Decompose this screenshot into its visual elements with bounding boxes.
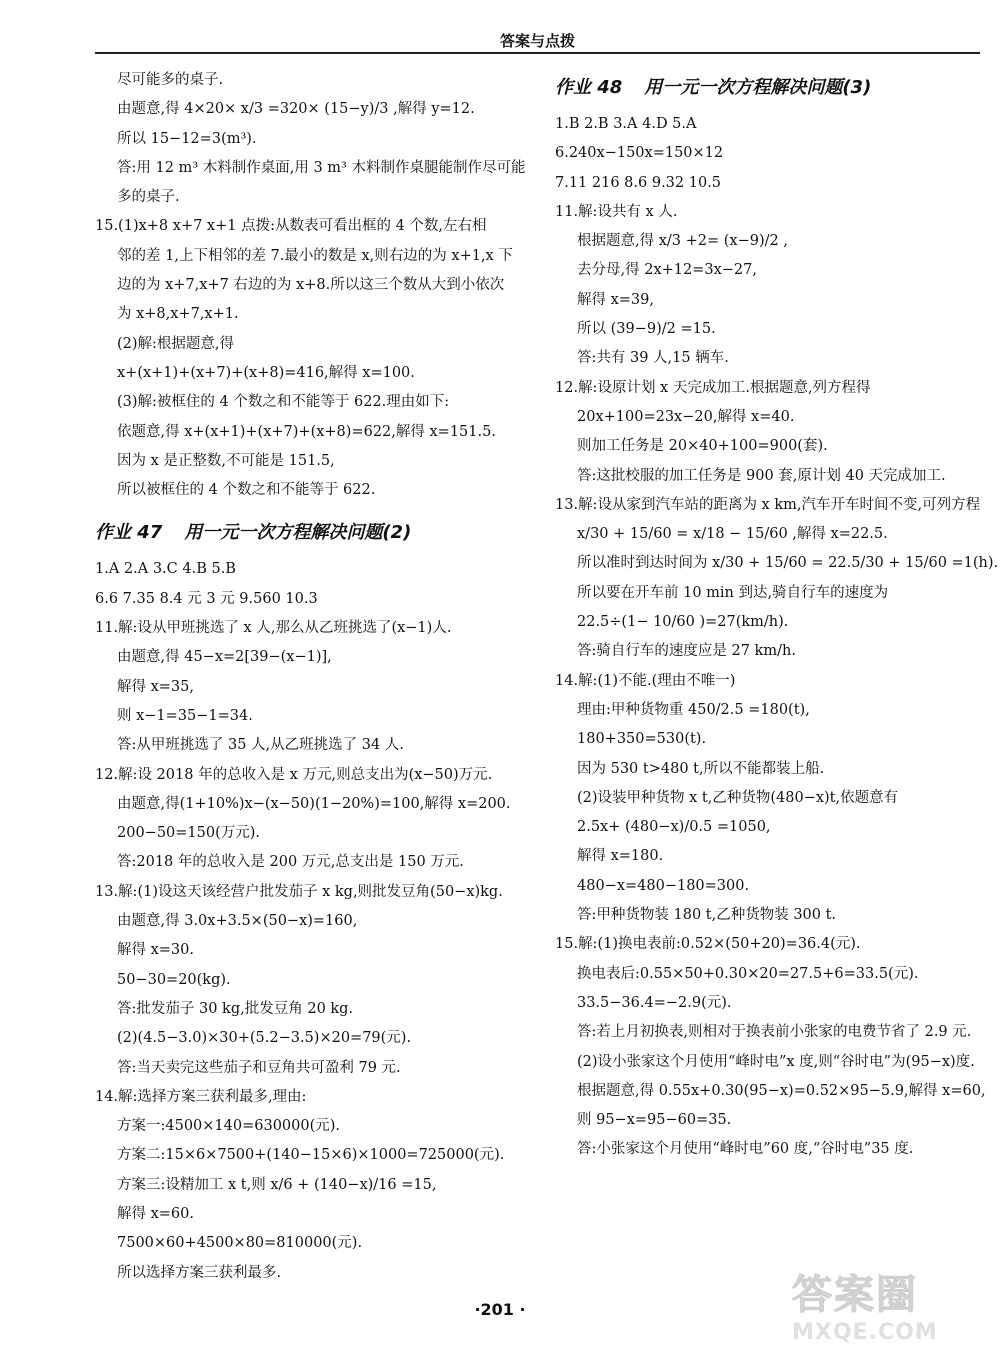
text-line: 答:若上月初换表,则相对于换表前小张家的电费节省了 2.9 元. <box>577 1024 972 1041</box>
section-number: 作业 47 <box>95 522 163 544</box>
watermark-logo-text: 答案圈 <box>792 1272 918 1318</box>
text-line: 200−50=150(万元). <box>117 825 261 842</box>
text-line: 答:骑自行车的速度应是 27 km/h. <box>577 643 796 660</box>
text-line: 依题意,得 x+(x+1)+(x+7)+(x+8)=622,解得 x=151.5. <box>117 423 496 440</box>
text-line: 50−30=20(kg). <box>117 971 231 988</box>
watermark-url: MXQE.COM <box>792 1320 938 1345</box>
text-line: 所以被框住的 4 个数之和不能等于 622. <box>117 482 376 499</box>
text-line: 180+350=530(t). <box>577 731 707 748</box>
text-line: 15.(1)x+8 x+7 x+1 点拨:从数表可看出框的 4 个数,左右相 <box>95 218 487 235</box>
text-line: 答:甲种货物装 180 t,乙种货物装 300 t. <box>577 907 837 924</box>
text-line: 11.解:设从甲班挑选了 x 人,那么从乙班挑选了(x−1)人. <box>95 620 452 637</box>
text-line: 14.解:(1)不能.(理由不唯一) <box>555 672 736 689</box>
text-line: 方案三:设精加工 x t,则 x/6 + (140−x)/16 =15, <box>117 1176 437 1193</box>
text-line: 答:批发茄子 30 kg,批发豆角 20 kg. <box>117 1000 354 1017</box>
text-line: 方案一:4500×140=630000(元). <box>117 1118 341 1135</box>
text-line: (2)解:根据题意,得 <box>117 335 235 352</box>
page-number: ·201 · <box>474 1300 526 1319</box>
text-line: 20x+100=23x−20,解得 x=40. <box>577 408 795 425</box>
text-line: 答:从甲班挑选了 35 人,从乙班挑选了 34 人. <box>117 737 404 754</box>
text-line: 所以选择方案三获利最多. <box>117 1264 282 1281</box>
text-line: 所以准时到达时间为 x/30 + 15/60 = 22.5/30 + 15/60 =1(h). <box>577 555 999 572</box>
text-line: 1.B 2.B 3.A 4.D 5.A <box>555 116 697 132</box>
text-line: 则 x−1=35−1=34. <box>117 707 253 724</box>
text-line: 答:当天卖完这些茄子和豆角共可盈利 79 元. <box>117 1059 401 1076</box>
text-line: 13.解:(1)设这天该经营户批发茄子 x kg,则批发豆角(50−x)kg. <box>95 883 503 900</box>
text-line: 解得 x=60. <box>117 1205 194 1222</box>
text-line: 答:用 12 m³ 木料制作桌面,用 3 m³ 木料制作桌腿能制作尽可能 <box>117 159 526 176</box>
text-line: 尽可能多的桌子. <box>117 72 224 88</box>
text-line: (2)设装甲种货物 x t,乙种货物(480−x)t,依题意有 <box>577 789 899 806</box>
text-line: 13.解:设从家到汽车站的距离为 x km,汽车开车时间不变,可列方程 <box>555 496 981 513</box>
text-line: 33.5−36.4=−2.9(元). <box>577 994 732 1011</box>
text-line: 多的桌子. <box>117 189 180 206</box>
text-line: 答:这批校服的加工任务是 900 套,原计划 40 天完成加工. <box>577 467 946 484</box>
text-line: 1.A 2.A 3.C 4.B 5.B <box>95 561 236 578</box>
watermark-logo <box>792 1263 982 1343</box>
text-line: 解得 x=39, <box>577 291 654 308</box>
text-line: 解得 x=30. <box>117 942 194 959</box>
text-line: 7.11 216 8.6 9.32 10.5 <box>555 174 722 191</box>
text-line: 边的为 x+7,x+7 右边的为 x+8.所以这三个数从大到小依次 <box>117 277 505 294</box>
text-line: 14.解:选择方案三获利最多,理由: <box>95 1088 307 1105</box>
text-line: 则 95−x=95−60=35. <box>577 1112 732 1129</box>
text-line: 去分母,得 2x+12=3x−27, <box>577 262 757 279</box>
text-line: 解得 x=180. <box>577 848 664 865</box>
text-line: 22.5÷(1− 10/60 )=27(km/h). <box>577 614 789 631</box>
text-line: 7500×60+4500×80=810000(元). <box>117 1235 363 1252</box>
section-number: 作业 48 <box>555 77 623 98</box>
text-line: 换电表后:0.55×50+0.30×20=27.5+6=33.5(元). <box>577 965 919 982</box>
text-line: 答:2018 年的总收入是 200 万元,总支出是 150 万元. <box>117 854 464 871</box>
section-title: 用一元一次方程解决问题(2) <box>184 522 412 544</box>
text-line: 所以 (39−9)/2 =15. <box>577 321 716 338</box>
text-line: 所以 15−12=3(m³). <box>117 130 257 147</box>
text-line: 方案二:15×6×7500+(140−15×6)×1000=725000(元). <box>117 1147 505 1164</box>
right-column <box>555 66 999 1165</box>
text-line: 所以要在开车前 10 min 到达,骑自行车的速度为 <box>577 584 889 601</box>
text-line: x/30 + 15/60 = x/18 − 15/60 ,解得 x=22.5. <box>577 526 888 543</box>
text-line: 根据题意,得 x/3 +2= (x−9)/2 , <box>577 233 788 250</box>
text-line: 因为 x 是正整数,不可能是 151.5, <box>117 452 335 469</box>
text-line: 11.解:设共有 x 人. <box>555 203 678 220</box>
text-line: 2.5x+ (480−x)/0.5 =1050, <box>577 819 771 836</box>
text-line: 6.240x−150x=150×12 <box>555 145 724 162</box>
left-column <box>95 66 535 1288</box>
text-line: 由题意,得 4×20× x/3 =320× (15−y)/3 ,解得 y=12. <box>117 101 475 118</box>
text-line: 为 x+8,x+7,x+1. <box>117 306 239 323</box>
text-line: 则加工任务是 20×40+100=900(套). <box>577 438 828 455</box>
text-line: 由题意,得 45−x=2[39−(x−1)], <box>117 649 332 666</box>
section-title: 用一元一次方程解决问题(3) <box>644 77 872 98</box>
text-line: 解得 x=35, <box>117 678 194 695</box>
text-line: 答:共有 39 人,15 辆车. <box>577 350 729 367</box>
text-line: 答:小张家这个月使用“峰时电”60 度,“谷时电”35 度. <box>577 1141 914 1158</box>
text-line: 理由:甲种货物重 450/2.5 =180(t), <box>577 701 810 718</box>
text-line: 480−x=480−180=300. <box>577 877 750 894</box>
text-line: 根据题意,得 0.55x+0.30(95−x)=0.52×95−5.9,解得 x=60, <box>577 1082 986 1099</box>
text-line: 因为 530 t>480 t,所以不能都装上船. <box>577 760 825 777</box>
text-line: 由题意,得(1+10%)x−(x−50)(1−20%)=100,解得 x=200. <box>117 795 511 812</box>
text-line: 12.解:设原计划 x 天完成加工.根据题意,列方程得 <box>555 379 871 396</box>
text-line: x+(x+1)+(x+7)+(x+8)=416,解得 x=100. <box>117 364 415 381</box>
text-line: 6.6 7.35 8.4 元 3 元 9.560 10.3 <box>95 590 318 607</box>
text-line: (2)设小张家这个月使用“峰时电”x 度,则“谷时电”为(95−x)度. <box>577 1053 975 1070</box>
header-title: 答案与点拨 <box>499 32 575 50</box>
text-line: 15.解:(1)换电表前:0.52×(50+20)=36.4(元). <box>555 936 861 953</box>
page-header <box>95 30 980 54</box>
section-heading <box>95 511 535 555</box>
text-line: 12.解:设 2018 年的总收入是 x 万元,则总支出为(x−50)万元. <box>95 766 493 783</box>
text-line: 由题意,得 3.0x+3.5×(50−x)=160, <box>117 913 358 930</box>
text-line: (3)解:被框住的 4 个数之和不能等于 622.理由如下: <box>117 394 450 411</box>
section-heading <box>555 66 985 110</box>
text-line: 邻的差 1,上下相邻的差 7.最小的数是 x,则右边的为 x+1,x 下 <box>117 247 513 264</box>
text-line: (2)(4.5−3.0)×30+(5.2−3.5)×20=79(元). <box>117 1030 412 1047</box>
